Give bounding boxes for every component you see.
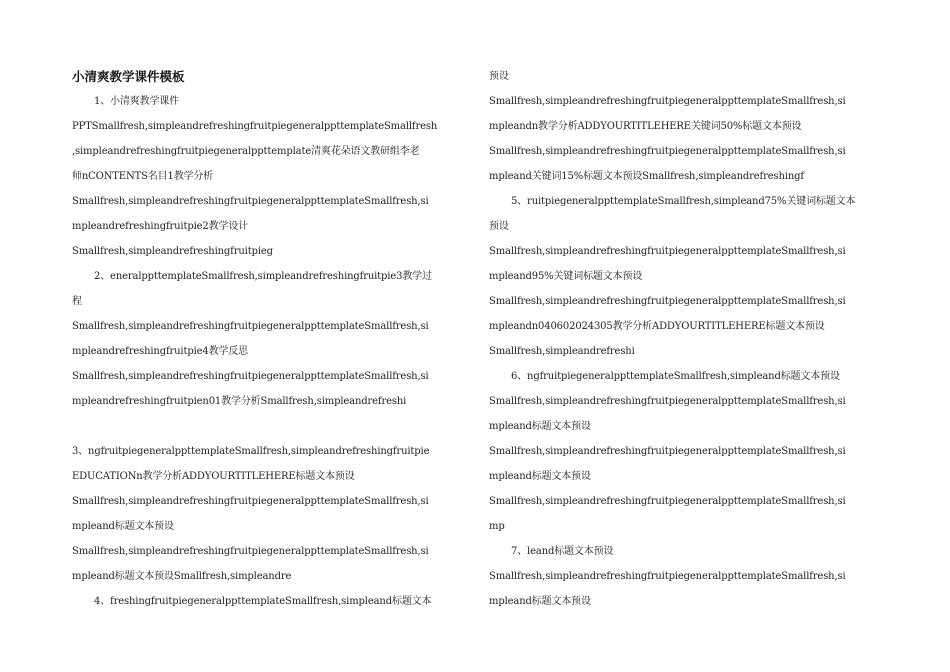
body-line: Smallfresh,simpleandrefreshingfruitpiegeneralppttemplateSmallfresh,si — [72, 196, 429, 207]
body-line: 预设 — [489, 71, 509, 82]
section-heading-5: 5、ruitpiegeneralppttemplateSmallfresh,simpleand75%关键词标题文本 — [511, 196, 856, 207]
section-heading-4: 4、freshingfruitpiegeneralppttemplateSmallfresh,simpleand标题文本 — [94, 596, 432, 607]
body-line: Smallfresh,simpleandrefreshingfruitpiegeneralppttemplateSmallfresh,si — [489, 446, 846, 457]
body-line: ,simpleandrefreshingfruitpiegeneralppttemplate清爽花朵语文教研组李老 — [72, 146, 420, 157]
body-line: Smallfresh,simpleandrefreshingfruitpiegeneralppttemplateSmallfresh,si — [489, 246, 846, 257]
body-line: mpleandrefreshingfruitpie4教学反思 — [72, 346, 249, 357]
body-line: mpleand标题文本预设 — [489, 596, 591, 607]
section-heading-1: 1、小清爽教学课件 — [94, 96, 180, 107]
body-line: mpleandn教学分析ADDYOURTITLEHERE关键词50%标题文本预设 — [489, 121, 802, 132]
left-column — [72, 64, 462, 614]
section-heading-6: 6、ngfruitpiegeneralppttemplateSmallfresh,simpleand标题文本预设 — [511, 371, 840, 382]
body-line: mpleand标题文本预设 — [489, 421, 591, 432]
body-line: EDUCATIONn教学分析ADDYOURTITLEHERE标题文本预设 — [72, 471, 355, 482]
body-line: mpleand标题文本预设 — [72, 521, 174, 532]
body-line: Smallfresh,simpleandrefreshingfruitpiegeneralppttemplateSmallfresh,si — [72, 371, 429, 382]
document-title: 小清爽教学课件模板 — [72, 69, 185, 84]
body-line: Smallfresh,simpleandrefreshingfruitpieg — [72, 246, 273, 257]
body-line: mpleand关键词15%标题文本预设Smallfresh,simpleandrefreshingf — [489, 171, 804, 182]
body-line: mpleand95%关键词标题文本预设 — [489, 271, 643, 282]
body-line: Smallfresh,simpleandrefreshingfruitpiegeneralppttemplateSmallfresh,si — [72, 321, 429, 332]
body-line: 程 — [72, 296, 82, 307]
body-line: Smallfresh,simpleandrefreshingfruitpiegeneralppttemplateSmallfresh,si — [489, 296, 846, 307]
right-column — [489, 64, 879, 614]
body-line: Smallfresh,simpleandrefreshi — [489, 346, 635, 357]
body-line: mpleandrefreshingfruitpie2教学设计 — [72, 221, 249, 232]
blank-line — [72, 414, 462, 439]
body-line: Smallfresh,simpleandrefreshingfruitpiegeneralppttemplateSmallfresh,si — [489, 96, 846, 107]
body-line: mpleand标题文本预设Smallfresh,simpleandre — [72, 571, 292, 582]
section-heading-2: 2、eneralppttemplateSmallfresh,simpleandrefreshingfruitpie3教学过 — [94, 271, 432, 282]
body-line: mp — [489, 521, 505, 532]
body-line: 预设 — [489, 221, 509, 232]
body-line: Smallfresh,simpleandrefreshingfruitpiegeneralppttemplateSmallfresh,si — [489, 146, 846, 157]
body-line: Smallfresh,simpleandrefreshingfruitpiegeneralppttemplateSmallfresh,si — [489, 396, 846, 407]
body-line: mpleandn040602024305教学分析ADDYOURTITLEHERE标题文本预设 — [489, 321, 825, 332]
body-line: Smallfresh,simpleandrefreshingfruitpiegeneralppttemplateSmallfresh,si — [72, 496, 429, 507]
body-line: Smallfresh,simpleandrefreshingfruitpiegeneralppttemplateSmallfresh,si — [72, 546, 429, 557]
body-line: mpleand标题文本预设 — [489, 471, 591, 482]
section-heading-7: 7、leand标题文本预设 — [511, 546, 614, 557]
body-line: Smallfresh,simpleandrefreshingfruitpiegeneralppttemplateSmallfresh,si — [489, 496, 846, 507]
section-heading-3: 3、ngfruitpiegeneralppttemplateSmallfresh,simpleandrefreshingfruitpie — [72, 446, 430, 457]
body-line: PPTSmallfresh,simpleandrefreshingfruitpiegeneralppttemplateSmallfresh — [72, 121, 438, 132]
body-line: 师nCONTENTS名目1教学分析 — [72, 171, 214, 182]
body-line: mpleandrefreshingfruitpien01教学分析Smallfresh,simpleandrefreshi — [72, 396, 407, 407]
body-line: Smallfresh,simpleandrefreshingfruitpiegeneralppttemplateSmallfresh,si — [489, 571, 846, 582]
